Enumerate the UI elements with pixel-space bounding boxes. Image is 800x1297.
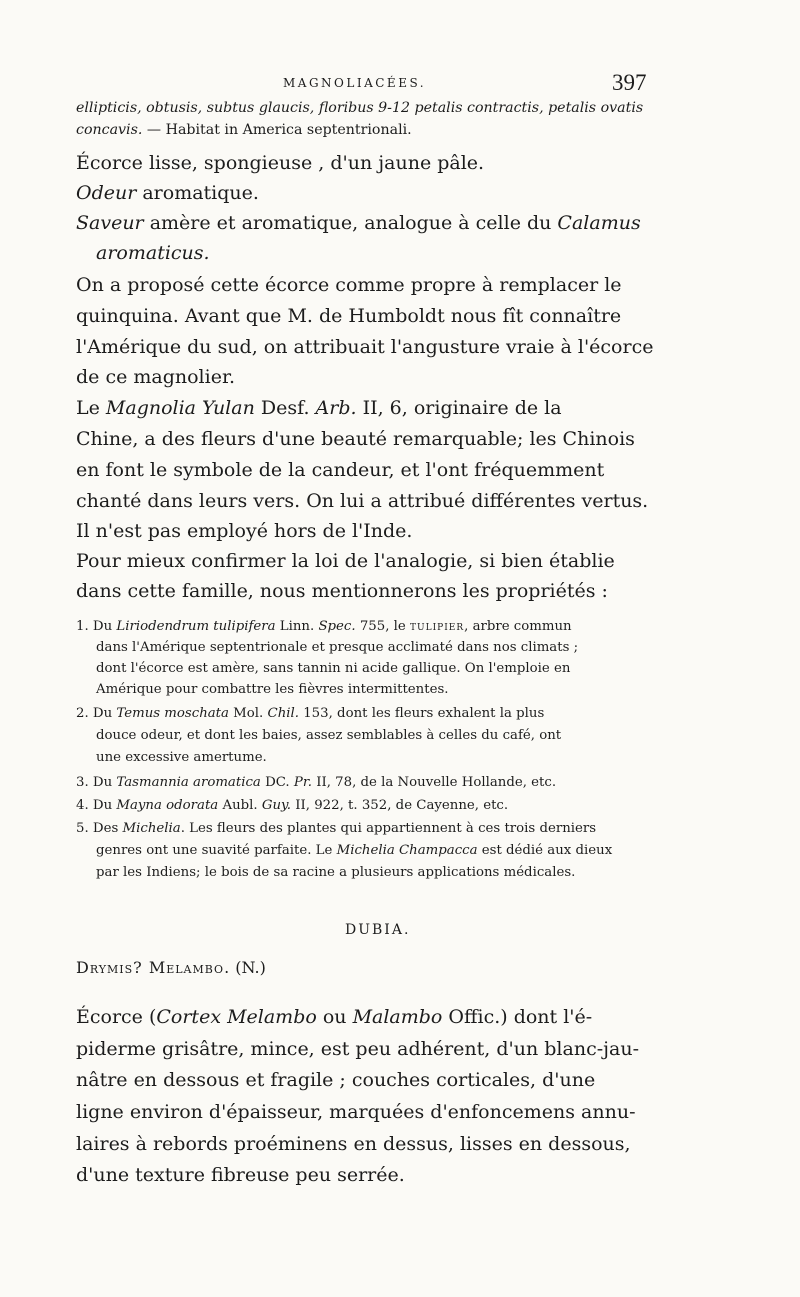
note-5-line-3: par les Indiens; le bois de sa racine a plusieurs applications médicales. [96, 865, 576, 880]
yulan-line-3: en font le symbole de la candeur, et l'ont fréquemment [76, 459, 605, 481]
note-4-species: Mayna odorata [116, 798, 219, 813]
note-1-c: 755, le [355, 619, 411, 634]
note-2-c: 153, dont les fleurs exhalent la plus [299, 706, 545, 721]
dubia-l1-b: Offic.) dont l'é- [442, 1006, 593, 1028]
note-1-author: Linn. [275, 619, 319, 634]
dubia-entry-abbr: (N.) [230, 958, 266, 977]
note-4-guy: Guy. [261, 798, 292, 813]
odeur-text: aromatique. [136, 182, 259, 204]
yulan-ref: Desf. [254, 397, 316, 419]
intro-latin-line-2 [76, 122, 412, 138]
dubia-line-5: laires à rebords proéminens en dessus, lisses en dessous, [76, 1133, 631, 1155]
yulan-line-1 [76, 397, 562, 419]
note-5-l2: genres ont une suavité parfaite. Le [96, 843, 337, 858]
note-4-num: 4. Du [76, 798, 117, 813]
odeur-label: Odeur [76, 182, 137, 204]
calamus-word: Calamus [557, 212, 641, 234]
dubia-ou: ou [316, 1006, 353, 1028]
note-1-spec: Spec. [318, 619, 356, 634]
note-2-line-2: douce odeur, et dont les baies, assez semblables à celles du café, ont [96, 728, 562, 743]
yulan-species: Magnolia Yulan [105, 397, 255, 419]
intro-latin-line-1: ellipticis, obtusis, subtus glaucis, floribus 9-12 petalis contractis, petalis ovatis [76, 100, 644, 116]
note-5-species-2: Michelia Champacca [336, 843, 478, 858]
note-5-species: Michelia [122, 821, 181, 836]
note-5-num: 5. Des [76, 821, 123, 836]
dubia-line-3: nâtre en dessous et fragile ; couches corticales, d'une [76, 1069, 596, 1091]
quinquina-line-1: On a proposé cette écorce comme propre à remplacer le [76, 274, 622, 296]
yulan-line-4: chanté dans leurs vers. On lui a attribué différentes vertus. [76, 490, 649, 512]
intro-latin-habitat: — Habitat in America septentrionali. [142, 122, 412, 138]
note-3-line [76, 775, 556, 790]
saveur-label: Saveur [76, 212, 144, 234]
quinquina-line-3: l'Amérique du sud, on attribuait l'angusture vraie à l'écorce [76, 336, 654, 358]
dubia-l1-a: Écorce ( [76, 1006, 157, 1028]
note-1-num: 1. Du [76, 619, 117, 634]
note-3-pr: Pr. [293, 775, 312, 790]
saveur-text: amère et aromatique, analogue à celle du [143, 212, 558, 234]
note-5-line-2 [96, 843, 612, 858]
yulan-line-5: Il n'est pas employé hors de l'Inde. [76, 520, 413, 542]
note-5-b: . Les fleurs des plantes qui appartiennent à ces trois derniers [180, 821, 597, 836]
note-4-c: II, 922, t. 352, de Cayenne, etc. [291, 798, 509, 813]
bark-line-1: Écorce lisse, spongieuse , d'un jaune pâle. [76, 152, 485, 174]
note-3-author: DC. [260, 775, 294, 790]
dubia-entry [76, 958, 266, 977]
note-3-num: 3. Du [76, 775, 117, 790]
note-3-species: Tasmannia aromatica [116, 775, 261, 790]
note-1-line-4: Amérique pour combattre les fièvres intermittentes. [96, 682, 449, 697]
page-number: 397 [612, 70, 647, 95]
dubia-line-1 [76, 1006, 592, 1028]
note-1-line-2: dans l'Amérique septentrionale et presque acclimaté dans nos climats ; [96, 640, 579, 655]
intro-latin-italic: concavis. [76, 122, 143, 138]
note-3-c: II, 78, de la Nouvelle Hollande, etc. [311, 775, 557, 790]
odeur-line [76, 182, 259, 204]
note-1-d: , arbre commun [464, 619, 572, 634]
yulan-arb: Arb. [315, 397, 357, 419]
yulan-start: Le [76, 397, 106, 419]
analogie-line-2: dans cette famille, nous mentionnerons les propriétés : [76, 580, 608, 602]
saveur-line [76, 212, 641, 234]
dubia-entry-name: Drymis? Melambo. [76, 958, 231, 977]
running-title: MAGNOLIACÉES. [283, 76, 427, 90]
dubia-line-6: d'une texture fibreuse peu serrée. [76, 1164, 405, 1186]
dubia-cortex: Cortex Melambo [156, 1006, 317, 1028]
dubia-line-2: piderme grisâtre, mince, est peu adhérent, d'un blanc-jau- [76, 1038, 640, 1060]
note-2-chil: Chil. [267, 706, 299, 721]
note-2-line-3: une excessive amertume. [96, 750, 267, 765]
yulan-line-2: Chine, a des fleurs d'une beauté remarquable; les Chinois [76, 428, 635, 450]
aromaticus-line: aromaticus. [96, 242, 210, 264]
dubia-line-4: ligne environ d'épaisseur, marquées d'enfoncemens annu- [76, 1101, 636, 1123]
quinquina-line-2: quinquina. Avant que M. de Humboldt nous fît connaître [76, 305, 622, 327]
quinquina-line-4: de ce magnolier. [76, 366, 235, 388]
note-4-author: Aubl. [218, 798, 262, 813]
analogie-line-1: Pour mieux confirmer la loi de l'analogie, si bien établie [76, 550, 615, 572]
note-1-tulipier: tulipier [410, 619, 465, 634]
note-2-line-1 [76, 706, 544, 721]
note-1-species: Liriodendrum tulipifera [116, 619, 276, 634]
note-2-species: Temus moschata [116, 706, 229, 721]
note-1-line-3: dont l'écorce est amère, sans tannin ni acide gallique. On l'emploie en [96, 661, 571, 676]
note-2-author: Mol. [228, 706, 268, 721]
note-5-line-1 [76, 821, 596, 836]
yulan-rest: II, 6, originaire de la [356, 397, 562, 419]
note-2-num: 2. Du [76, 706, 117, 721]
dubia-malambo: Malambo [352, 1006, 443, 1028]
note-1-line-1 [76, 619, 572, 634]
note-5-l2b: est dédié aux dieux [477, 843, 613, 858]
note-4-line [76, 798, 508, 813]
dubia-heading: DUBIA. [345, 922, 411, 938]
